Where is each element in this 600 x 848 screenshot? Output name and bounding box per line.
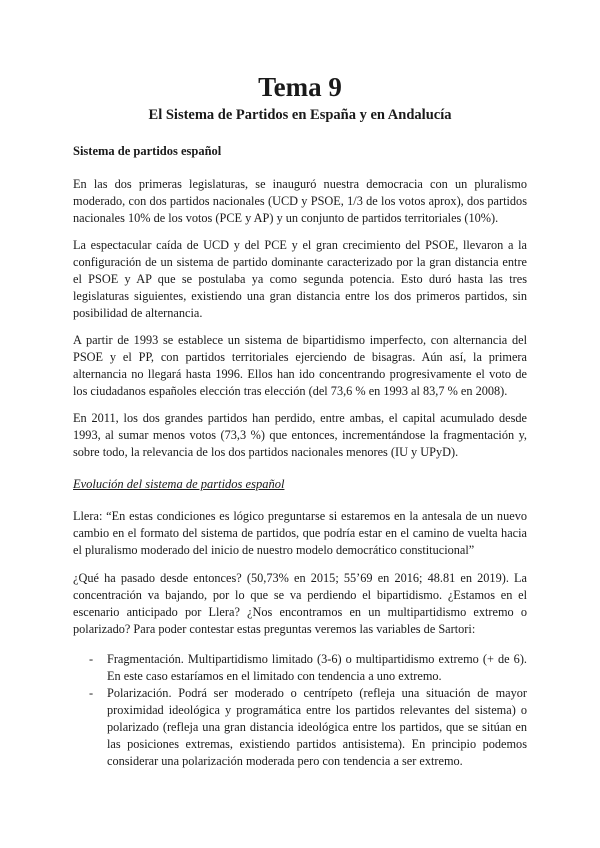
page-subtitle: El Sistema de Partidos en España y en Andalucía (148, 107, 452, 123)
question-paragraph: ¿Qué ha pasado desde entonces? (50,73% en 2015; 55’69 en 2016; 48.81 en 2019). La concentración va bajando, por lo que se va perdiendo el bipartidismo. ¿Estamos en el escenario anticipado por Llera? ¿Nos encontramos en un multipartidismo extremo o polarizado? Para poder contestar estas preguntas veremos las variables de Sartori: (73, 571, 527, 636)
subsection-heading: Evolución del sistema de partidos español (73, 477, 285, 491)
paragraph-1: En las dos primeras legislaturas, se inauguró nuestra democracia con un pluralismo moderado, con dos partidos nacionales (UCD y PSOE, 1/3 de los votos aprox), dos partidos nacionales 10% de los votos (PCE y AP) y un conjunto de partidos territoriales (10%). (73, 177, 527, 225)
bullet-text: Fragmentación. Multipartidismo limitado (3-6) o multipartidismo extremo (+ de 6). En este caso estaríamos en el limitado con tendencia a uno extremo. (107, 652, 527, 683)
page-title: Tema 9 (258, 72, 342, 102)
section-heading: Sistema de partidos español (73, 144, 222, 158)
paragraph-3: A partir de 1993 se establece un sistema de bipartidismo imperfecto, con alternancia del PSOE y el PP, con partidos territoriales ejerciendo de bisagras. Aún así, la primera alternancia no llegará hasta 1996. Ellos han ido concentrando progresivamente el voto de los ciudadanos españoles elección tras elección (del 73,6 % en 1993 al 83,7 % en 2008). (73, 333, 527, 398)
bullet-dash: - (89, 652, 94, 666)
paragraph-2: La espectacular caída de UCD y del PCE y el gran crecimiento del PSOE, llevaron a la configuración de un sistema de partido dominante caracterizado por la gran distancia entre el PSOE y AP que se postulaba ya como segunda potencia. Esto duró hasta las tres legislaturas siguientes, existiendo una gran distancia entre los dos primeros partidos, sin posibilidad de alternancia. (73, 238, 527, 320)
bullet-dash: - (89, 686, 94, 700)
quote-paragraph: Llera: “En estas condiciones es lógico preguntarse si estaremos en la antesala de un nuevo cambio en el formato del sistema de partidos, que podría estar en el camino de vuelta hacia el pluralismo moderado del inicio de nuestro modelo democrático constitucional” (73, 509, 527, 557)
paragraph-4: En 2011, los dos grandes partidos han perdido, entre ambas, el capital acumulado desde 1993, al sumar menos votos (73,3 %) que entonces, incrementándose la fragmentación y, sobre todo, la relevancia de los dos partidos nacionales menores (IU y UPyD). (73, 411, 527, 459)
bullet-text: Polarización. Podrá ser moderado o centrípeto (refleja una situación de mayor proximidad ideológica y programática entre los partidos relevantes del sistema) o polarizado (refleja una gran distancia ideológica entre los partidos, que se sitúan en las posiciones extremas, existiendo partidos antisistema). En principio podemos considerar una polarización moderada pero con tendencia a ser extremo. (107, 686, 527, 768)
